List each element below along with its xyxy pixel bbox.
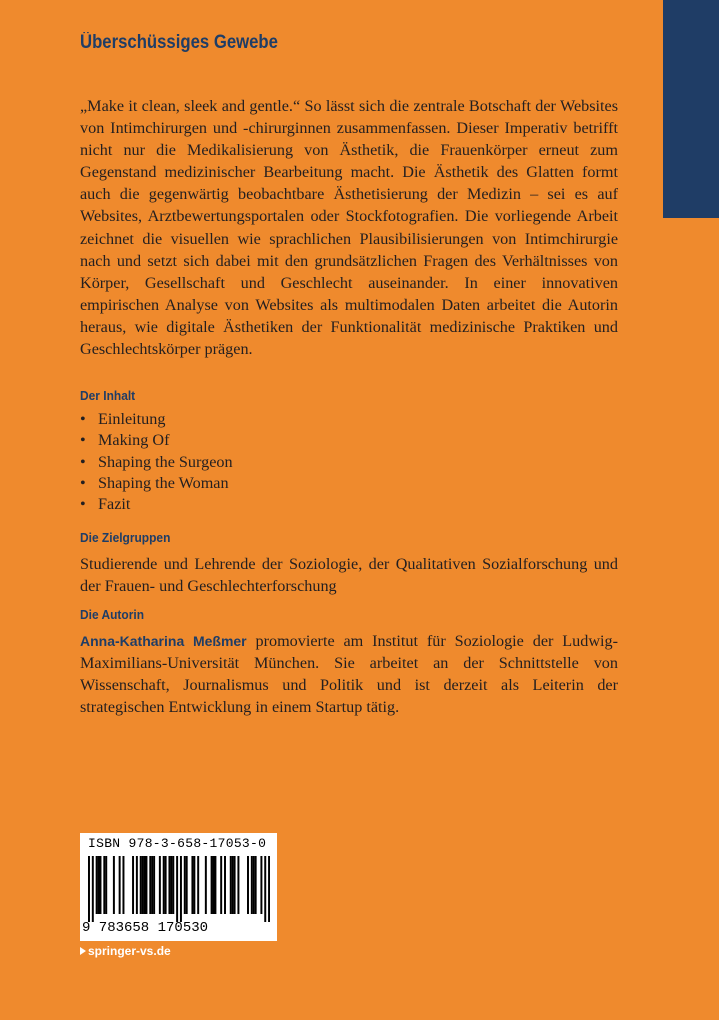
- barcode-bar: [103, 856, 105, 914]
- barcode-bar: [170, 856, 172, 914]
- bullet-icon: •: [80, 452, 86, 471]
- book-title: Überschüssiges Gewebe: [80, 32, 278, 53]
- barcode-bar: [232, 856, 234, 914]
- barcode-bar: [193, 856, 195, 914]
- barcode-bar: [237, 856, 239, 914]
- blurb-text: „Make it clean, sleek and gentle.“ So lässt sich die zentrale Botschaft der Websites von Intimchirurgen und -chirurginnen zusammenfassen. Dieser Imperativ betrifft nicht nur die Medikalisierung von Ästhetik, die Frauenkörper erneut zum Gegenstand medizinischer Bearbeitung macht. Die Ästhetik des Glatten formt auch die gegenwärtig beobachtbare Ästhetisierung der Medizin – sei es auf Websites, Arztbewertungsportalen oder Stockfotografien. Die vorliegende Arbeit zeichnet die visuellen wie sprachlichen Plausibilisierungen von Intimchirurgie nach und setzt sich dabei mit den grundsätzlichen Fragen des Verhältnisses von Körper, Gesellschaft und Geschlecht auseinander. In einer innovativen empirischen Analyse von Websites als multimodalen Daten arbeitet die Autorin heraus, wie digitale Ästhetiken der Funktionalität medizinische Praktiken und Geschlechtskörper prägen.: [80, 97, 618, 359]
- barcode-bar: [99, 856, 101, 914]
- author-bio: promovierte am Institut für Soziologie der Ludwig-Maximilians-Universität München. Sie arbeitet an der Schnittstelle von Wissenschaft, Journalismus und Politik und ist derzeit als Leiterin der strategischen Entwicklung in einem Startup tätig.: [80, 632, 619, 716]
- barcode-bar: [149, 856, 151, 914]
- barcode-bars: [88, 856, 270, 922]
- blue-spine-tab: [663, 0, 719, 218]
- barcode-bar: [176, 856, 178, 922]
- barcode-bar: [172, 856, 174, 914]
- isbn-label: ISBN 978-3-658-17053-0: [88, 836, 267, 851]
- barcode-digits: 9 783658 170530: [82, 920, 209, 936]
- barcode-bar: [214, 856, 216, 914]
- barcode-bar: [165, 856, 167, 914]
- publisher-url: springer-vs.de: [88, 944, 171, 958]
- barcode-bar: [144, 856, 146, 914]
- barcode-bar: [224, 856, 226, 914]
- contents-item: • Fazit: [80, 494, 618, 515]
- bullet-icon: •: [80, 473, 86, 492]
- barcode-bar: [197, 856, 199, 914]
- publisher-website[interactable]: [80, 944, 171, 958]
- author-section: [80, 604, 618, 718]
- barcode-bar: [159, 856, 161, 914]
- barcode-bar: [260, 856, 262, 914]
- barcode-bar: [142, 856, 144, 914]
- barcode-bar: [153, 856, 155, 914]
- contents-item: • Making Of: [80, 430, 618, 451]
- barcode-bar: [184, 856, 186, 914]
- barcode-bar: [251, 856, 253, 914]
- barcode: [80, 833, 277, 941]
- contents-list: [80, 409, 618, 515]
- barcode-bar: [88, 856, 90, 922]
- barcode-bar: [213, 856, 215, 914]
- contents-item: • Einleitung: [80, 409, 618, 430]
- barcode-bar: [132, 856, 134, 914]
- author-text: [80, 630, 618, 718]
- barcode-bar: [255, 856, 257, 914]
- author-name: Anna-Katharina Meßmer: [80, 633, 247, 649]
- contents-item: • Shaping the Woman: [80, 473, 618, 494]
- barcode-bar: [205, 856, 207, 914]
- barcode-bar: [113, 856, 115, 914]
- barcode-bar: [234, 856, 236, 914]
- contents-heading: Der Inhalt: [80, 388, 136, 403]
- barcode-bar: [92, 856, 94, 922]
- bullet-icon: •: [80, 410, 86, 428]
- author-heading: Die Autorin: [80, 607, 145, 622]
- contents-item: • Shaping the Surgeon: [80, 452, 618, 473]
- barcode-bar: [168, 856, 170, 914]
- barcode-bar: [268, 856, 270, 922]
- bullet-icon: •: [80, 495, 86, 514]
- barcode-bar: [163, 856, 165, 914]
- barcode-bar: [105, 856, 107, 914]
- barcode-bar: [230, 856, 232, 914]
- bullet-icon: •: [80, 431, 86, 450]
- barcode-bar: [186, 856, 188, 914]
- book-blurb: [80, 95, 618, 360]
- barcode-bar: [211, 856, 213, 914]
- audience-heading: Die Zielgruppen: [80, 530, 171, 545]
- barcode-bar: [191, 856, 193, 914]
- barcode-bar: [140, 856, 142, 914]
- barcode-bar: [151, 856, 153, 914]
- barcode-bar: [98, 856, 100, 914]
- barcode-bar: [119, 856, 121, 914]
- barcode-bar: [264, 856, 266, 922]
- barcode-bar: [96, 856, 98, 914]
- barcode-bar: [253, 856, 255, 914]
- barcode-bar: [122, 856, 124, 914]
- contents-section: [80, 385, 618, 515]
- barcode-bar: [220, 856, 222, 914]
- barcode-bar: [136, 856, 138, 914]
- arrow-icon: [80, 947, 86, 955]
- barcode-bar: [247, 856, 249, 914]
- barcode-bar: [145, 856, 147, 914]
- audience-section: [80, 527, 618, 597]
- barcode-bar: [180, 856, 182, 922]
- audience-text: Studierende und Lehrende der Soziologie, der Qualitativen Sozialforschung und der Frauen- und Geschlechterforschung: [80, 555, 618, 595]
